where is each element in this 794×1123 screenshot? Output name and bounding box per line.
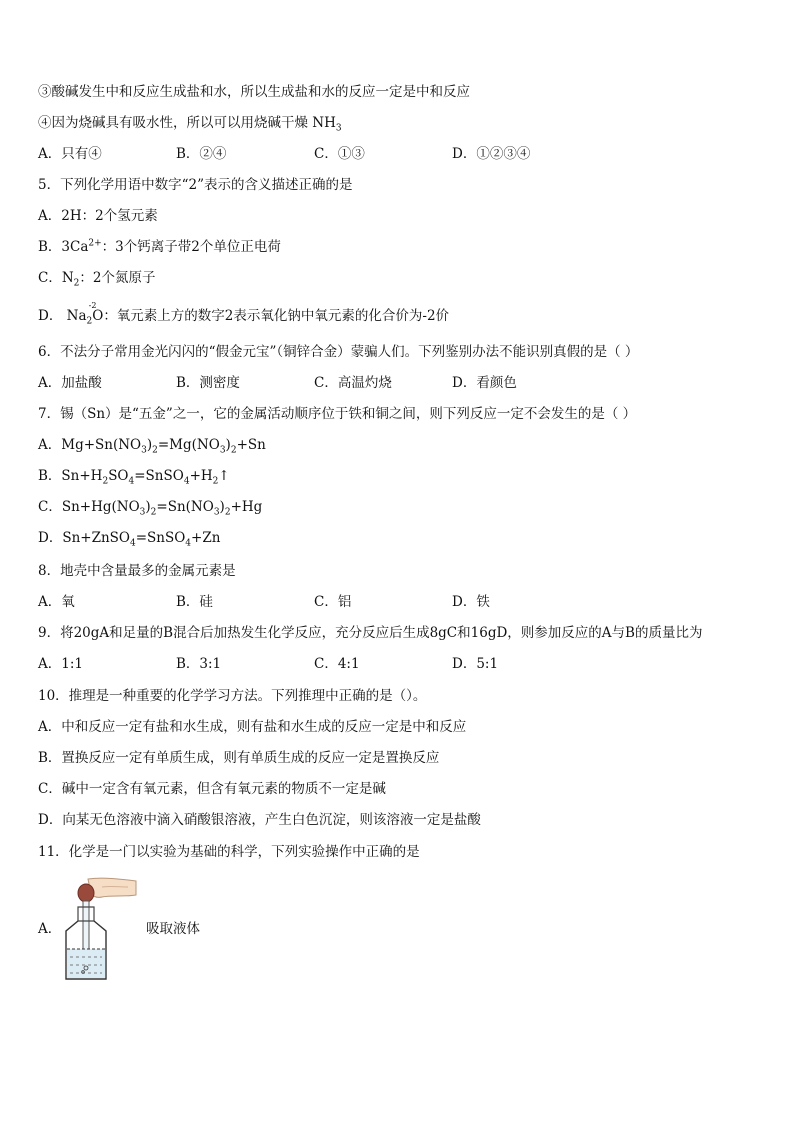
q10-option-c[interactable]: C．碱中一定含有氧元素，但含有氧元素的物质不一定是碱 bbox=[38, 781, 386, 797]
question-5: 5．下列化学用语中数字“2”表示的含义描述正确的是 bbox=[38, 177, 353, 193]
question-9: 9．将20gA和足量的B混合后加热发生化学反应，充分反应后生成8gC和16gD，则参加反应的A与B的质量比为 bbox=[38, 625, 703, 641]
q6-option-b[interactable]: B．测密度 bbox=[176, 375, 240, 391]
q5-option-c[interactable]: C．$N_2$：2个氮原子 bbox=[38, 270, 156, 289]
question-11: 11．化学是一门以实验为基础的科学，下列实验操作中正确的是 bbox=[38, 844, 420, 860]
q5-option-d[interactable]: D． $Na_2O$ -2 ：氧元素上方的数字2表示氧化钠中氧元素的化合价为-2价 bbox=[38, 301, 450, 327]
q5-option-b[interactable]: B．$3Ca^{2+}$：3个钙离子带2个单位正电荷 bbox=[38, 238, 281, 255]
q9-option-a[interactable]: A．1:1 bbox=[38, 656, 83, 672]
question-6: 6．不法分子常用金光闪闪的“假金元宝”（铜锌合金）蒙骗人们。下列鉴别办法不能识别真假的是（ ） bbox=[38, 344, 639, 360]
question-10: 10．推理是一种重要的化学学习方法。下列推理中正确的是（）。 bbox=[38, 688, 427, 704]
q8-option-a[interactable]: A．氧 bbox=[38, 594, 75, 610]
q10-option-d[interactable]: D．向某无色溶液中滴入硝酸银溶液，产生白色沉淀，则该溶液一定是盐酸 bbox=[38, 812, 481, 828]
q4-option-c[interactable]: C．①③ bbox=[314, 146, 365, 162]
statement-3: ③酸碱发生中和反应生成盐和水，所以生成盐和水的反应一定是中和反应 bbox=[38, 84, 470, 100]
q4-option-b[interactable]: B．②④ bbox=[176, 146, 227, 162]
q6-option-d[interactable]: D．看颜色 bbox=[452, 375, 517, 391]
dropper-bottle-icon bbox=[58, 875, 140, 985]
q5-option-a[interactable]: A．2H：2个氢元素 bbox=[38, 208, 158, 224]
statement-4: ④因为烧碱具有吸水性，所以可以用烧碱干燥 $NH_3$ bbox=[38, 115, 342, 134]
q7-option-c[interactable]: C．$Sn+Hg(NO_3)_2=Sn(NO_3)_2+Hg$ bbox=[38, 499, 263, 518]
q6-option-a[interactable]: A．加盐酸 bbox=[38, 375, 102, 391]
q8-option-d[interactable]: D．铁 bbox=[452, 594, 490, 610]
q11-option-a-caption: 吸取液体 bbox=[146, 921, 200, 937]
q8-option-b[interactable]: B．硅 bbox=[176, 594, 213, 610]
dropper-bottle-illustration bbox=[58, 875, 140, 985]
question-8: 8．地壳中含量最多的金属元素是 bbox=[38, 563, 236, 579]
q9-option-d[interactable]: D．5:1 bbox=[452, 656, 499, 672]
q4-option-d[interactable]: D．①②③④ bbox=[452, 146, 531, 162]
q9-option-b[interactable]: B．3:1 bbox=[176, 656, 222, 672]
q10-option-a[interactable]: A．中和反应一定有盐和水生成，则有盐和水生成的反应一定是中和反应 bbox=[38, 719, 467, 735]
q4-option-a[interactable]: A．只有④ bbox=[38, 146, 102, 162]
q8-option-c[interactable]: C．铝 bbox=[314, 594, 352, 610]
q9-option-c[interactable]: C．4:1 bbox=[314, 656, 360, 672]
sodium-oxide-formula: $Na_2O$ -2 bbox=[66, 301, 104, 327]
q11-option-a-label[interactable]: A． bbox=[38, 921, 62, 937]
q7-option-b[interactable]: B．$Sn+H_2SO_4=SnSO_4+H_2↑$ bbox=[38, 468, 230, 487]
q7-option-a[interactable]: A．$Mg+Sn(NO_3)_2=Mg(NO_3)_2+Sn$ bbox=[38, 437, 266, 456]
q6-option-c[interactable]: C．高温灼烧 bbox=[314, 375, 392, 391]
q7-option-d[interactable]: D．Sn+ZnSO$_4$=SnSO$_4$+Zn bbox=[38, 530, 221, 549]
q10-option-b[interactable]: B．置换反应一定有单质生成，则有单质生成的反应一定是置换反应 bbox=[38, 750, 440, 766]
question-7: 7．锡（Sn）是“五金”之一，它的金属活动顺序位于铁和铜之间，则下列反应一定不会发生的是（ ） bbox=[38, 406, 637, 422]
